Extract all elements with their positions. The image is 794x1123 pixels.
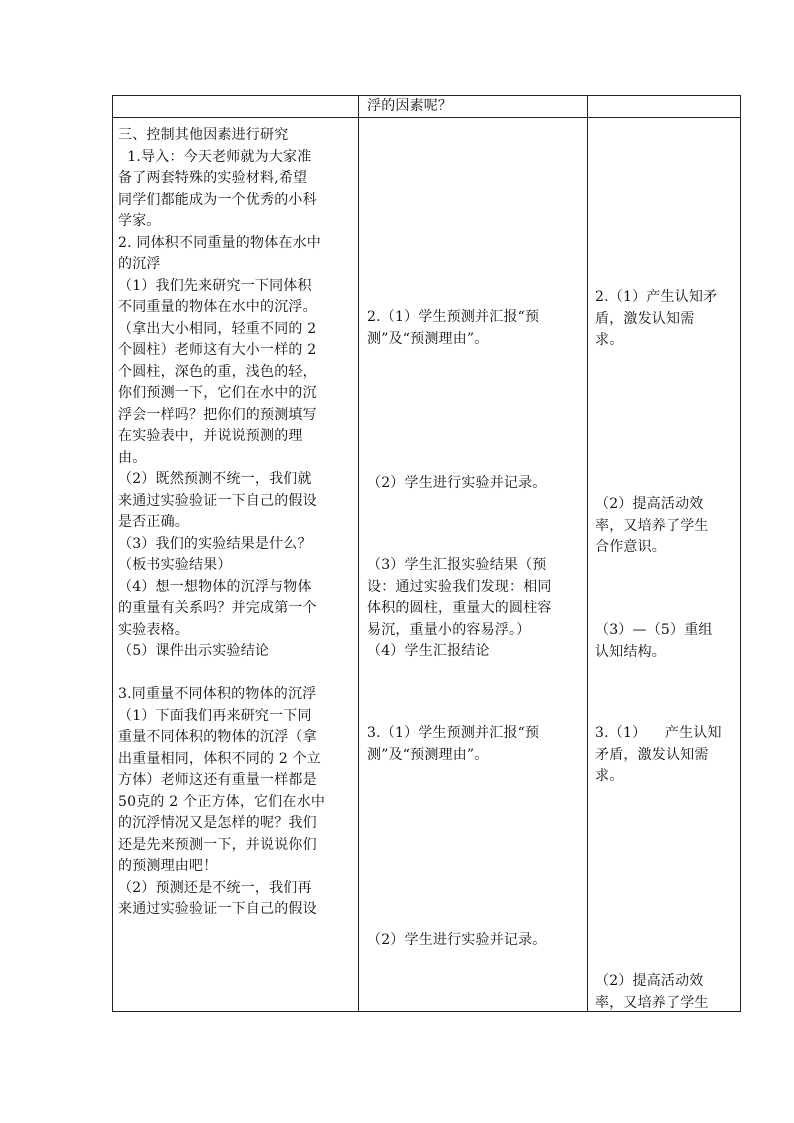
text-line [118,663,325,685]
student-activity-block [367,307,539,350]
student-activity-block [367,930,547,952]
design-intent-block [595,287,717,352]
text-line: 来通过实验验证一下自己的假设 [118,492,317,509]
text-line: 求。 [595,768,624,784]
column-divider-1 [358,96,359,1011]
text-line: （1）我们先来研究一下同体积 [118,277,312,294]
text-line: 重量不同体积的物体的沉浮（拿 [118,729,317,745]
text-line: 个圆柱）老师这有大小一样的 2 [118,342,317,358]
text-line: （4）学生汇报结论 [367,643,490,659]
text-line: 的重量有关系吗？并完成第一个 [118,600,317,616]
text-line: 不同重量的物体在水中的沉浮。 [118,299,317,315]
text-line: （3）我们的实验结果是什么？ [118,535,312,552]
text-line: （2）既然预测不统一，我们就 [118,471,312,487]
text-line: （2）预测还是不统一，我们再 [118,879,312,896]
text-line: 方体）老师这还有重量一样都是 [118,772,317,788]
text-line: 测”及“预测理由”。 [367,746,489,763]
text-line: 在实验表中，并说说预测的理 [118,428,303,444]
text-line: 体积的圆柱，重量大的圆柱容 [367,600,552,616]
student-activity-block [367,555,552,663]
text-line: 浮会一样吗？把你们的预测填写 [118,406,317,423]
design-intent-block [595,723,722,788]
text-line: 来通过实验验证一下自己的假设 [118,901,317,917]
text-line: （4）想一想物体的沉浮与物体 [118,578,312,595]
design-intent-block [595,494,709,559]
text-line: 认知结构。 [595,643,666,660]
text-line: （1）下面我们再来研究一下同 [118,707,312,724]
text-line: （2）学生进行实验并记录。 [367,475,547,491]
text-line: 2.（1）学生预测并汇报“预 [367,309,540,325]
text-line: 同学们都能成为一个优秀的小科 [118,191,317,208]
text-line: （2）提高活动效 [595,973,704,989]
text-line: 出重量相同，体积不同的 2 个立 [118,750,322,767]
row-divider [113,117,740,118]
column-divider-2 [587,96,588,1011]
text-line: 的沉浮情况又是怎样的呢？我们 [118,815,317,831]
text-line: 你们预测一下，它们在水中的沉 [118,385,317,401]
text-line: 实验表格。 [118,621,189,638]
text-line: （2）提高活动效 [595,496,704,512]
text-line: 矛盾，激发认知需 [595,746,709,763]
text-line: 1.导入：今天老师就为大家准 [118,148,312,165]
text-line: （板书实验结果） [118,557,232,573]
text-line: 是否正确。 [118,514,189,530]
student-activity-block [367,473,547,495]
row1-col2-text: 浮的因素呢？ [367,98,453,114]
text-line: 3.（1） 产生认知 [595,725,722,741]
text-line: 个圆柱，深色的重，浅色的轻， [118,363,317,380]
text-line: 的沉浮 [118,256,161,272]
teacher-activity-column [118,125,325,921]
text-line: 2.（1）产生认知矛 [595,289,718,305]
text-line: 还是先来预测一下，并说说你们 [118,836,317,853]
design-intent-block [595,620,713,663]
text-line: （拿出大小相同，轻重不同的 2 [118,320,317,337]
text-line: 备了两套特殊的实验材料,希望 [118,170,308,186]
text-line: 由。 [118,449,147,466]
text-line: 率，又培养了学生 [595,994,709,1011]
text-line: 50克的 2 个正方体，它们在水中 [118,793,326,810]
text-line: （3）学生汇报实验结果（预 [367,557,547,573]
text-line: 三、控制其他因素进行研究 [118,127,289,143]
text-line: 率，又培养了学生 [595,517,709,534]
text-line: 测”及“预测理由”。 [367,330,489,347]
student-activity-block [367,723,539,766]
text-line: 的预测理由吧！ [118,858,218,874]
text-line: 学家。 [118,213,161,229]
text-line: 盾，激发认知需 [595,310,695,327]
text-line: 3.（1）学生预测并汇报“预 [367,725,540,741]
text-line: （2）学生进行实验并记录。 [367,932,547,948]
text-line: 设：通过实验我们发现：相同 [367,578,552,595]
text-line: （3）—（5）重组 [595,622,713,638]
text-line: 3.同重量不同体积的物体的沉浮 [118,686,317,702]
text-line: 易沉，重量小的容易浮。） [367,621,531,638]
lesson-table [112,95,741,1012]
text-line: （5）课件出示实验结论 [118,643,270,659]
text-line: 合作意识。 [595,539,666,555]
text-line: 求。 [595,332,624,348]
text-line: 2. 同体积不同重量的物体在水中 [118,234,322,251]
design-intent-block [595,971,709,1014]
